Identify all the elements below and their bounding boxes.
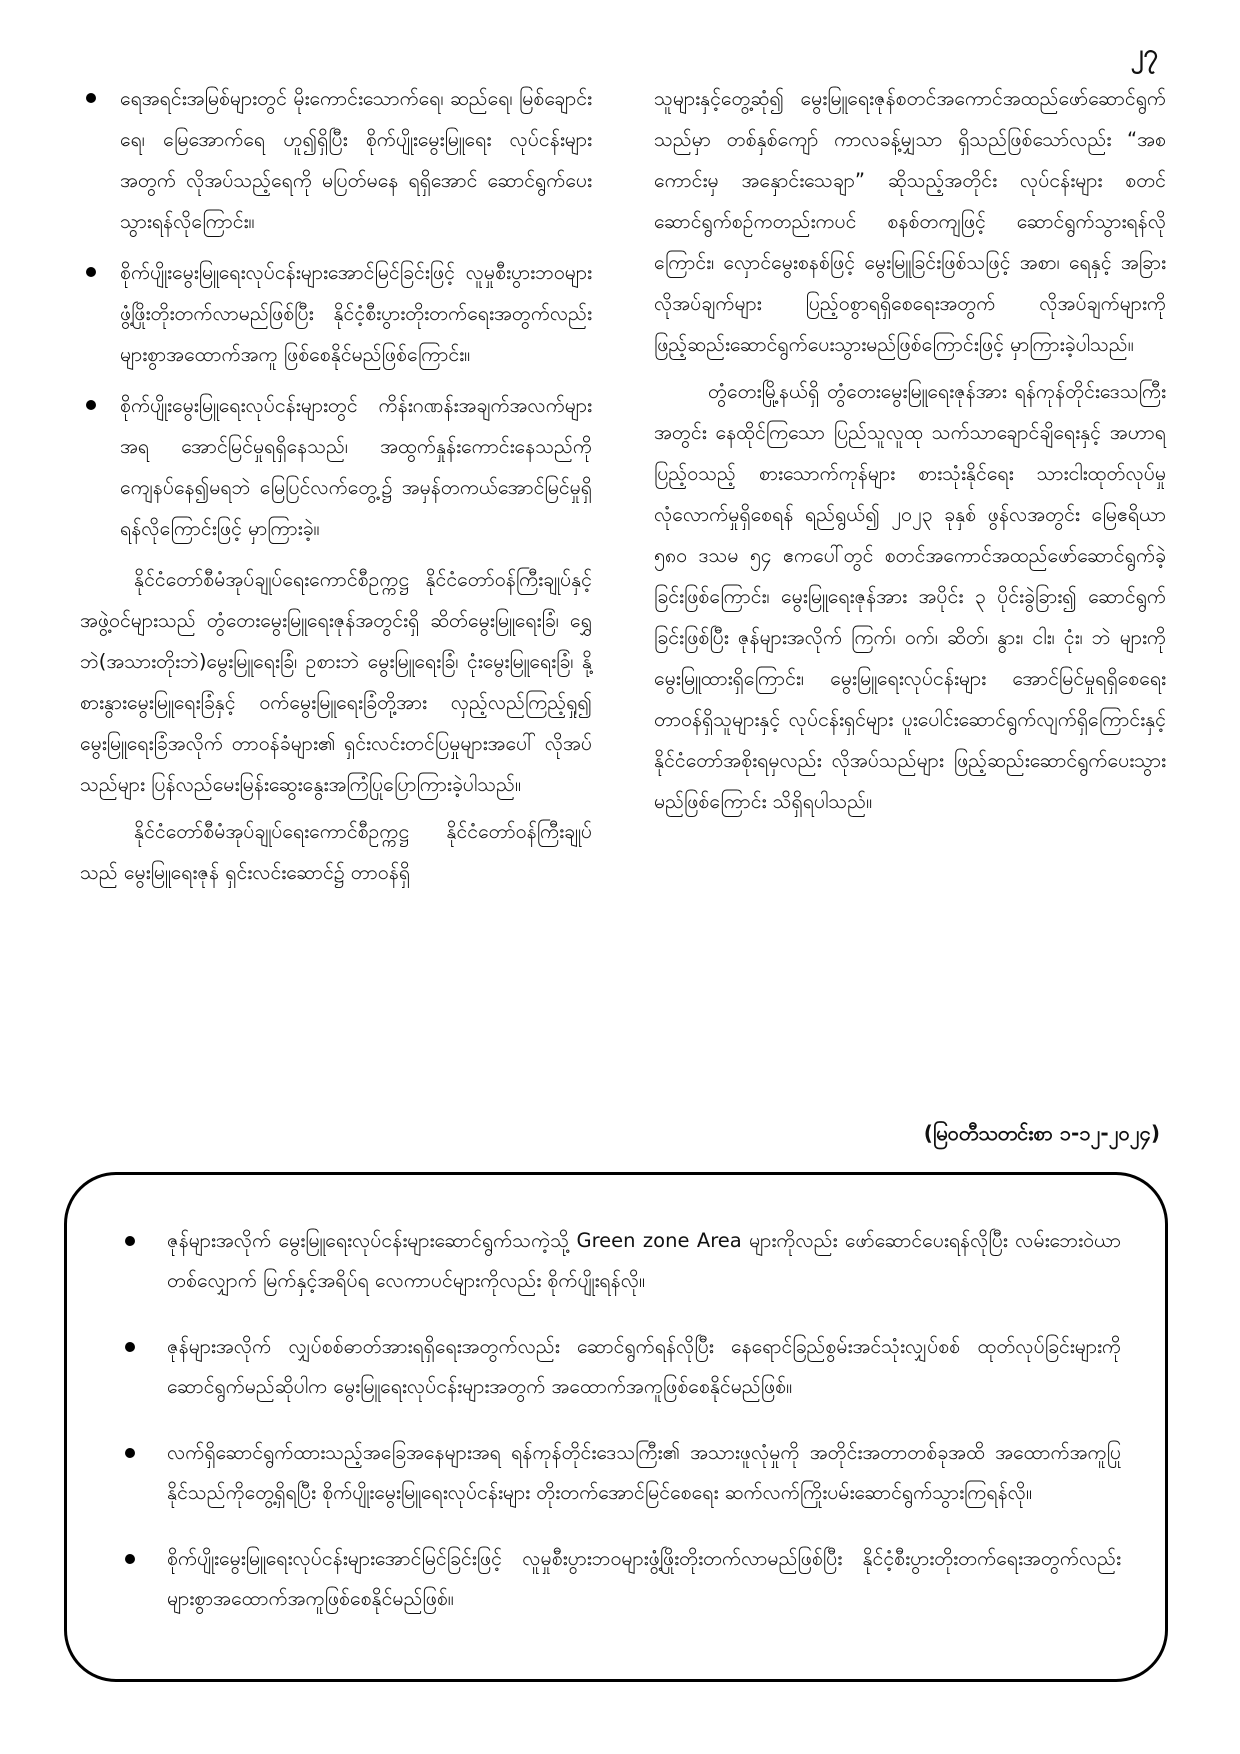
source-citation: (မြဝတီသတင်းစာ ၁-၁၂-၂၀၂၄): [923, 1121, 1160, 1145]
paragraph: တွံတေးမြို့နယ်ရှိ တွံတေးမွေးမြူရေးဇုန်အား ရန်ကုန်တိုင်းဒေသကြီးအတွင်း နေထိုင်ကြသော ပြည်သူလူထု သက်သာချောင်ချိရေးနှင့် အဟာရပြည့်ဝသည့် စားသောက်ကုန်များ စားသုံးနိုင်ရေး သားငါးထုတ်လုပ်မှုလုံလောက်မှုရှိစေရန် ရည်ရွယ်၍ ၂၀၂၃ ခုနှစ် ဖွန်လအတွင်း မြေဧရိယာ ၅၈၀ ဒသမ ၅၄ ဧကပေါ်တွင် စတင်အကောင်အထည်ဖော်ဆောင်ရွက်ခဲ့ခြင်းဖြစ်ကြောင်း၊ မွေးမြူရေးဇုန်အား အပိုင်း ၃ ပိုင်းခွဲခြား၍ ဆောင်ရွက်ခြင်းဖြစ်ပြီး ဇုန်များအလိုက် ကြက်၊ ဝက်၊ ဆိတ်၊ နွား၊ ငါး၊ ငုံး၊ ဘဲ များကို မွေးမြူထားရှိကြောင်း၊ မွေးမြူရေးလုပ်ငန်းများ အောင်မြင်မှုရရှိစေရေး တာဝန်ရှိသူများနှင့် လုပ်ငန်းရှင်များ ပူးပေါင်းဆောင်ရွက်လျက်ရှိကြောင်းနှင့် နိုင်ငံတော်အစိုးရမှလည်း လိုအပ်သည်များ ဖြည့်ဆည်းဆောင်ရွက်ပေးသွားမည်ဖြစ်ကြောင်း သိရှိရပါသည်။: [654, 380, 1166, 813]
summary-item: [111, 1221, 1121, 1301]
summary-list: [111, 1221, 1121, 1619]
bullet-text: စိုက်ပျိုးမွေးမြူရေးလုပ်ငန်းများတွင် ကိန်းဂဏန်းအချက်အလက်များအရ အောင်မြင်မှုရရှိနေသည်၊ အထွက်နှုန်းကောင်းနေသည်ကို ကျေနပ်နေ၍မရဘဲ မြေပြင်လက်တွေ့၌ အမှန်တကယ်အောင်မြင်မှုရှိရန်လိုကြောင်းဖြင့် မှာကြားခဲ့။: [120, 394, 592, 540]
bullet-icon: [125, 1554, 135, 1564]
left-bullet-list: [80, 78, 592, 549]
summary-text: စိုက်ပျိုးမွေးမြူရေးလုပ်ငန်းများအောင်မြင်ခြင်းဖြင့် လူမှုစီးပွားဘဝများဖွံ့ဖြိုးတိုးတက်လာမည်ဖြစ်ပြီး နိုင်ငံ့စီးပွားတိုးတက်ရေးအတွက်လည်း များစွာအထောက်အကူဖြစ်စေနိုင်မည်ဖြစ်။: [167, 1547, 1121, 1610]
bullet-icon: [86, 93, 96, 103]
summary-item: [111, 1539, 1121, 1619]
bullet-text: ရေအရင်းအမြစ်များတွင် မိုးကောင်းသောက်ရေ၊ ဆည်ရေ၊ မြစ်ချောင်းရေ၊ မြေအောက်ရေ ဟူ၍ရှိပြီး စိုက်ပျိုးမွေးမြူရေး လုပ်ငန်းများအတွက် လိုအပ်သည့်ရေကို မပြတ်မနေ ရရှိအောင် ဆောင်ရွက်ပေးသွားရန်လိုကြောင်း။: [120, 87, 592, 233]
paragraph: သူများနှင့်တွေ့ဆုံ၍ မွေးမြူရေးဇုန်စတင်အကောင်အထည်ဖော်ဆောင်ရွက်သည်မှာ တစ်နှစ်ကျော် ကာလခန့်မျှသာ ရှိသည်ဖြစ်သော်လည်း “အစကောင်းမှ အနှောင်းသေချာ” ဆိုသည့်အတိုင်း လုပ်ငန်းများ စတင်ဆောင်ရွက်စဉ်ကတည်းကပင် စနစ်တကျဖြင့် ဆောင်ရွက်သွားရန်လိုကြောင်း၊ လှောင်မွေးစနစ်ဖြင့် မွေးမြူခြင်းဖြစ်သဖြင့် အစာ၊ ရေနှင့် အခြား လိုအပ်ချက်များ ပြည့်ဝစွာရရှိစေရေးအတွက် လိုအပ်ချက်များကို ဖြည့်ဆည်းဆောင်ရွက်ပေးသွားမည်ဖြစ်ကြောင်းဖြင့် မှာကြားခဲ့ပါသည်။: [654, 87, 1166, 356]
paragraph: နိုင်ငံတော်စီမံအုပ်ချုပ်ရေးကောင်စီဥက္ကဋ္ဌ နိုင်ငံတော်ဝန်ကြီးချုပ်နှင့် အဖွဲ့ဝင်များသည် တွံတေးမွေးမြူရေးဇုန်အတွင်းရှိ ဆိတ်မွေးမြူရေးခြံ၊ ရွှေဘဲ(အသားတိုးဘဲ)မွေးမြူရေးခြံ၊ ဥစားဘဲ မွေးမြူရေးခြံ၊ ငုံးမွေးမြူရေးခြံ၊ နို့စားနွားမွေးမြူရေးခြံနှင့် ဝက်မွေးမြူရေးခြံတို့အား လှည့်လည်ကြည့်ရှု၍ မွေးမြူရေးခြံအလိုက် တာဝန်ခံများ၏ ရှင်းလင်းတင်ပြမှုများအပေါ် လိုအပ်သည်များ ပြန်လည်မေးမြန်းဆွေးနွေးအကြံပြုပြောကြားခဲ့ပါသည်။: [80, 568, 592, 796]
page-number: ၂၇: [1130, 39, 1158, 69]
summary-box: [64, 1172, 1168, 1682]
bullet-text: စိုက်ပျိုးမွေးမြူရေးလုပ်ငန်းများအောင်မြင်ခြင်းဖြင့် လူမှုစီးပွားဘဝများဖွံ့ဖြိုးတိုးတက်လာမည်ဖြစ်ပြီး နိုင်ငံ့စီးပွားတိုးတက်ရေးအတွက်လည်း များစွာအထောက်အကူ ဖြစ်စေနိုင်မည်ဖြစ်ကြောင်း။: [120, 261, 592, 366]
bullet-icon: [125, 1236, 135, 1246]
summary-item: [111, 1327, 1121, 1407]
summary-text: လက်ရှိဆောင်ရွက်ထားသည့်အခြေအနေများအရ ရန်ကုန်တိုင်းဒေသကြီး၏ အသားဖူလုံမှုကို အတိုင်းအတာတစ်ခုအထိ အထောက်အကူပြုနိုင်သည်ကိုတွေ့ရှိရပြီး စိုက်ပျိုးမွေးမြူရေးလုပ်ငန်းများ တိုးတက်အောင်မြင်စေရေး ဆက်လက်ကြိုးပမ်းဆောင်ရွက်သွားကြရန်လို။: [167, 1441, 1121, 1504]
left-column: [80, 78, 592, 1138]
bullet-item: [80, 385, 592, 549]
bullet-item: [80, 78, 592, 242]
article-body: [80, 78, 1166, 1138]
paragraph: နိုင်ငံတော်စီမံအုပ်ချုပ်ရေးကောင်စီဥက္ကဋ္ဌ နိုင်ငံတော်ဝန်ကြီးချုပ်သည် မွေးမြူရေးဇုန် ရှင်းလင်းဆောင်၌ တာဝန်ရှိ: [80, 820, 592, 884]
bullet-icon: [86, 400, 96, 410]
right-column: [654, 78, 1166, 1138]
bullet-icon: [125, 1448, 135, 1458]
summary-item: [111, 1433, 1121, 1513]
summary-text: ဇုန်များအလိုက် မွေးမြူရေးလုပ်ငန်းများဆောင်ရွက်သကဲ့သို့ Green zone Area များကိုလည်း ဖော်ဆောင်ပေးရန်လိုပြီး လမ်းဘေးဝဲယာတစ်လျှောက် မြက်နှင့်အရိပ်ရ လေကာပင်များကိုလည်း စိုက်ပျိုးရန်လို။: [167, 1229, 1121, 1292]
bullet-icon: [86, 267, 96, 277]
summary-text: ဇုန်များအလိုက် လျှပ်စစ်ဓာတ်အားရရှိရေးအတွက်လည်း ဆောင်ရွက်ရန်လိုပြီး နေရောင်ခြည်စွမ်းအင်သုံးလျှပ်စစ် ထုတ်လုပ်ခြင်းများကို ဆောင်ရွက်မည်ဆိုပါက မွေးမြူရေးလုပ်ငန်းများအတွက် အထောက်အကူဖြစ်စေနိုင်မည်ဖြစ်။: [167, 1335, 1121, 1398]
bullet-icon: [125, 1342, 135, 1352]
bullet-item: [80, 252, 592, 375]
